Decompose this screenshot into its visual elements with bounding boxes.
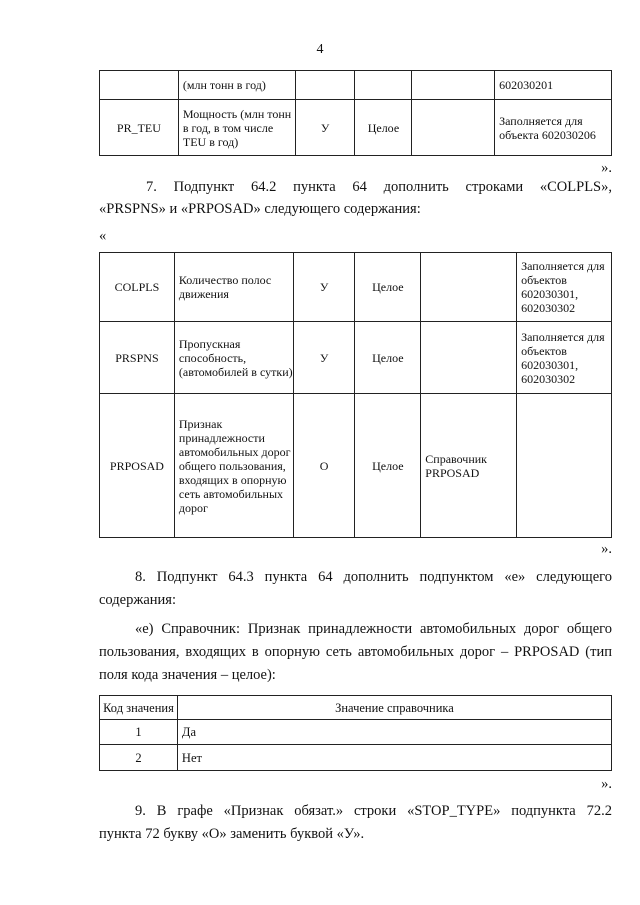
cell-ref: [421, 253, 517, 322]
table-new-rows: [99, 252, 612, 538]
cell-code: 1: [100, 720, 178, 745]
reference-table: [99, 695, 612, 771]
closing-quote: ».: [601, 541, 612, 557]
page-number: 4: [316, 42, 324, 57]
cell-value: Нет: [177, 745, 611, 771]
cell-name: Количество полос движения: [174, 253, 293, 322]
table-continuation: [99, 70, 612, 156]
paragraph-8-line-2: содержания:: [99, 592, 177, 608]
cell-ref: [412, 71, 495, 100]
cell-type: Целое: [355, 100, 412, 156]
cell-name: Пропускная способность, (автомобилей в сутки): [174, 322, 293, 394]
cell-mark: [295, 71, 355, 100]
cell-type: Целое: [355, 322, 421, 394]
cell-code: COLPLS: [100, 253, 175, 322]
cell-type: [355, 71, 412, 100]
table-row: [100, 394, 612, 538]
cell-code: PRPOSAD: [100, 394, 175, 538]
table-row: [100, 322, 612, 394]
cell-code: [100, 71, 179, 100]
paragraph-9-line-1: 9. В графе «Признак обязат.» строки «STOP_TYPE» подпункта 72.2: [135, 803, 612, 819]
cell-note: Заполняется для объекта 602030206: [495, 100, 612, 156]
table-row: [100, 100, 612, 156]
cell-type: Целое: [355, 394, 421, 538]
cell-mark: У: [295, 100, 355, 156]
paragraph-9-line-2: пункта 72 букву «О» заменить буквой «У».: [99, 826, 365, 842]
table-row: [100, 71, 612, 100]
paragraph-7-line-1: 7. Подпункт 64.2 пункта 64 дополнить строками «COLPLS»,: [146, 179, 612, 195]
cell-type: Целое: [355, 253, 421, 322]
cell-mark: У: [293, 253, 355, 322]
paragraph-8-line-5: поля кода значения – целое):: [99, 667, 276, 683]
cell-note: [517, 394, 612, 538]
table-row: [100, 253, 612, 322]
cell-note: Заполняется для объектов 602030301, 602030302: [517, 253, 612, 322]
cell-mark: У: [293, 322, 355, 394]
cell-note: 602030201: [495, 71, 612, 100]
table-header-row: [100, 696, 612, 720]
table-row: [100, 745, 612, 771]
cell-code: 2: [100, 745, 178, 771]
cell-name: Признак принадлежности автомобильных дорог общего пользования, входящих в опорную сеть автомобильных дорог: [174, 394, 293, 538]
closing-quote: ».: [601, 160, 612, 176]
header-value: Значение справочника: [177, 696, 611, 720]
header-code: Код значения: [100, 696, 178, 720]
paragraph-8-line-3: «е) Справочник: Признак принадлежности автомобильных дорог общего: [135, 621, 612, 637]
cell-name: (млн тонн в год): [178, 71, 295, 100]
paragraph-8-line-4: пользования, входящих в опорную сеть автомобильных дорог – PRPOSAD (тип: [99, 644, 612, 660]
closing-quote: ».: [601, 776, 612, 792]
cell-name: Мощность (млн тонн в год, в том числе TEU в год): [178, 100, 295, 156]
cell-value: Да: [177, 720, 611, 745]
opening-quote: «: [99, 228, 107, 244]
cell-mark: О: [293, 394, 355, 538]
cell-ref: [421, 322, 517, 394]
cell-ref: [412, 100, 495, 156]
table-row: [100, 720, 612, 745]
cell-code: PRSPNS: [100, 322, 175, 394]
paragraph-8-line-1: 8. Подпункт 64.3 пункта 64 дополнить подпунктом «е» следующего: [135, 569, 612, 585]
paragraph-7-line-2: «PRSPNS» и «PRPOSAD» следующего содержания:: [99, 201, 421, 217]
cell-code: PR_TEU: [100, 100, 179, 156]
cell-ref: Справочник PRPOSAD: [421, 394, 517, 538]
cell-note: Заполняется для объектов 602030301, 602030302: [517, 322, 612, 394]
